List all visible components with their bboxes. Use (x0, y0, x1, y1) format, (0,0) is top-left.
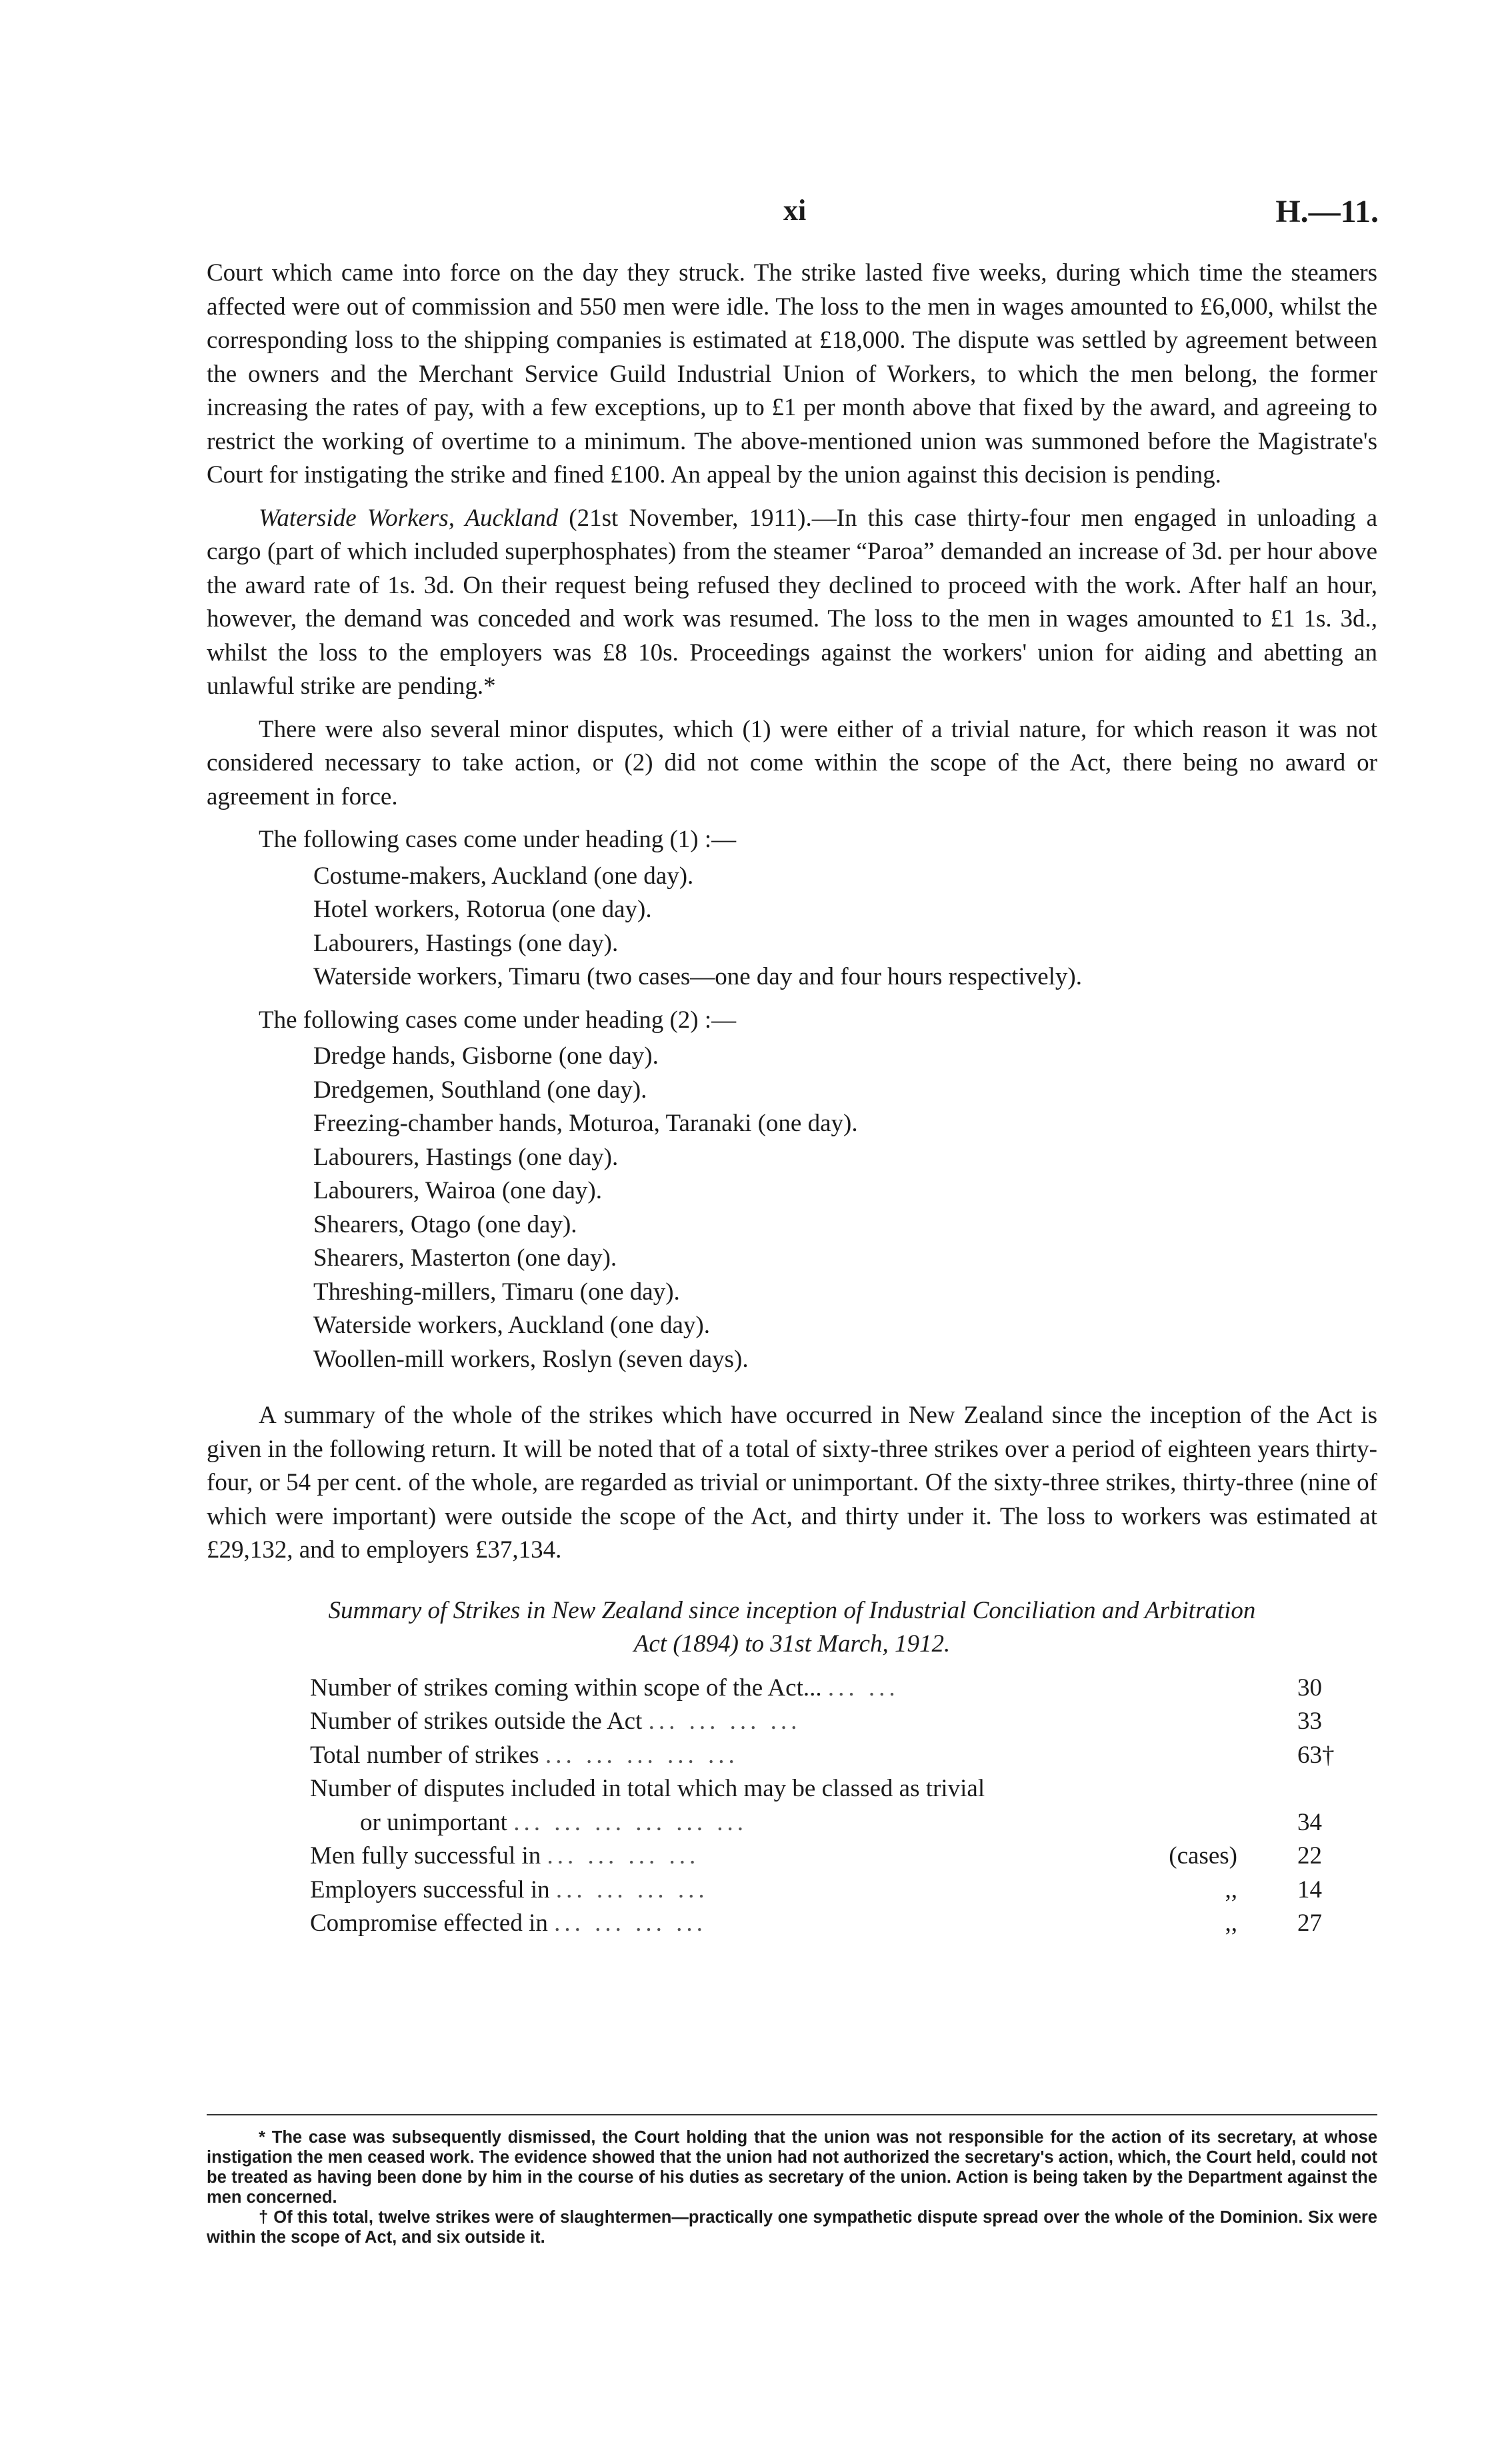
heading-1-list (207, 860, 1377, 994)
table-row (207, 1672, 1377, 1706)
table-row (207, 1739, 1377, 1773)
row-unit (1143, 1705, 1297, 1739)
case-title: Waterside Workers, Auckland (259, 504, 559, 532)
table-row (207, 1907, 1377, 1941)
row-value: 14 (1297, 1875, 1322, 1903)
row-unit (1143, 1806, 1297, 1840)
list-item: Waterside workers, Auckland (one day). (313, 1312, 710, 1339)
list-item: Threshing-millers, Timaru (one day). (313, 1278, 680, 1306)
summary-title (207, 1594, 1377, 1661)
table-row (207, 1873, 1377, 1907)
list-item: Waterside workers, Timaru (two cases—one day and four hours respectively). (313, 963, 1082, 990)
heading-2-list (207, 1040, 1377, 1376)
summary-title-line-2: Act (1894) to 31st March, 1912. (633, 1630, 951, 1658)
list-item: Labourers, Hastings (one day). (313, 1143, 619, 1171)
table-row (207, 1772, 1377, 1806)
case-text: (21st November, 1911).—In this case thirty-four men engaged in unloading a cargo (part of which included superphosphates) from the steamer “Paroa” demanded an increase of 3d. per hour above the award rate of 1s. 3d. On their request being refused they declined to proceed with the work. After half an hour, however, the demand was conceded and work was resumed. The loss to the men in wages amounted to £1 1s. 3d., whilst the loss to the employers was £8 10s. Proceedings against the workers' union for aiding and abetting an unlawful strike are pending.* (207, 504, 1377, 700)
row-unit: ,, (1225, 1909, 1237, 1937)
row-label: Total number of strikes ... ... ... ... ... (310, 1741, 739, 1769)
paragraph-summary-intro: A summary of the whole of the strikes which have occurred in New Zealand since the inception of the Act is given in the following return. It will be noted that of a total of sixty-three strikes over a period of eighteen years thirty-four, or 54 per cent. of the whole, are regarded as trivial or unimportant. Of the sixty-three strikes, thirty-three (nine of which were important) were outside the scope of the Act, and thirty under it. The loss to workers was estimated at £29,132, and to employers £37,134. (207, 1402, 1377, 1564)
list-item: Labourers, Wairoa (one day). (313, 1177, 602, 1204)
row-label: Number of disputes included in total which may be classed as trivial (310, 1775, 985, 1802)
list-item: Labourers, Hastings (one day). (313, 929, 619, 957)
row-unit: ,, (1225, 1875, 1237, 1903)
document-reference: H.—11. (1275, 194, 1379, 229)
list-item: Hotel workers, Rotorua (one day). (313, 896, 652, 923)
footnote-dagger: † Of this total, twelve strikes were of slaughtermen—practically one sympathetic dispute spread over the whole of the Dominion. Six were within the scope of Act, and six outside it. (207, 2208, 1377, 2247)
body-text (207, 257, 1377, 1941)
paragraph-minor-disputes: There were also several minor disputes, which (1) were either of a trivial nature, for which reason it was not considered necessary to take action, or (2) did not come within the scope of the Act, there being no award or agreement in force. (207, 715, 1377, 810)
row-label: Men fully successful in ... ... ... ... (310, 1842, 700, 1869)
list-item: Freezing-chamber hands, Moturoa, Taranaki (one day). (313, 1110, 858, 1137)
list-item: Dredgemen, Southland (one day). (313, 1076, 647, 1104)
row-label: Number of strikes outside the Act ... ... ... ... (310, 1708, 801, 1735)
page-number: xi (783, 194, 807, 227)
page-header (207, 193, 1379, 240)
row-value: 30 (1297, 1674, 1322, 1702)
paragraph-strike-summary: Court which came into force on the day they struck. The strike lasted five weeks, during which time the steamers affected were out of commission and 550 men were idle. The loss to the men in wages amounted to £6,000, whilst the corresponding loss to the shipping companies is estimated at £18,000. The dispute was settled by agreement between the owners and the Merchant Service Guild Industrial Union of Workers, to which the men belong, the former increasing the rates of pay, with a few exceptions, up to £1 per month above that fixed by the award, and agreeing to restrict the working of overtime to a minimum. The above-mentioned union was summoned before the Magistrate's Court for instigating the strike and fined £100. An appeal by the union against this decision is pending. (207, 259, 1377, 489)
list-item: Costume-makers, Auckland (one day). (313, 862, 694, 890)
list-item: Shearers, Masterton (one day). (313, 1244, 617, 1272)
row-value: 22 (1297, 1842, 1322, 1869)
footnotes (207, 2127, 1377, 2247)
paragraph-waterside-workers (207, 502, 1377, 704)
row-value (1297, 1772, 1377, 1806)
row-value: 63† (1297, 1741, 1335, 1769)
list-item: Woollen-mill workers, Roslyn (seven days). (313, 1345, 749, 1373)
row-unit: (cases) (1169, 1842, 1237, 1869)
summary-table (207, 1672, 1377, 1941)
table-row (207, 1806, 1377, 1840)
footnote-star: * The case was subsequently dismissed, the Court holding that the union was not responsible for the action of its secretary, at whose instigation the men ceased work. The evidence showed that the union had not authorized the secretary's action, which, the Court held, could not be treated as having been done by him in the course of his duties as secretary of the union. Action is being taken by the Department against the men concerned. (207, 2128, 1377, 2207)
list-item: Dredge hands, Gisborne (one day). (313, 1042, 659, 1070)
row-label: or unimportant ... ... ... ... ... ... (360, 1808, 747, 1836)
row-unit (1143, 1739, 1297, 1773)
summary-title-line-1: Summary of Strikes in New Zealand since inception of Industrial Conciliation and Arbitration (328, 1596, 1256, 1624)
row-label: Number of strikes coming within scope of the Act... ... ... (310, 1674, 899, 1702)
row-unit (1143, 1672, 1297, 1706)
row-value: 33 (1297, 1708, 1322, 1735)
table-row (207, 1840, 1377, 1873)
row-unit (1143, 1772, 1297, 1806)
row-label: Compromise effected in ... ... ... ... (310, 1909, 707, 1937)
list-item: Shearers, Otago (one day). (313, 1210, 577, 1238)
heading-1-intro: The following cases come under heading (1) :— (259, 826, 737, 853)
row-value: 27 (1297, 1909, 1322, 1937)
table-row (207, 1705, 1377, 1739)
footnote-divider (207, 2114, 1377, 2115)
heading-2-intro: The following cases come under heading (2) :— (259, 1006, 737, 1034)
row-label: Employers successful in ... ... ... ... (310, 1875, 709, 1903)
row-value: 34 (1297, 1808, 1322, 1836)
